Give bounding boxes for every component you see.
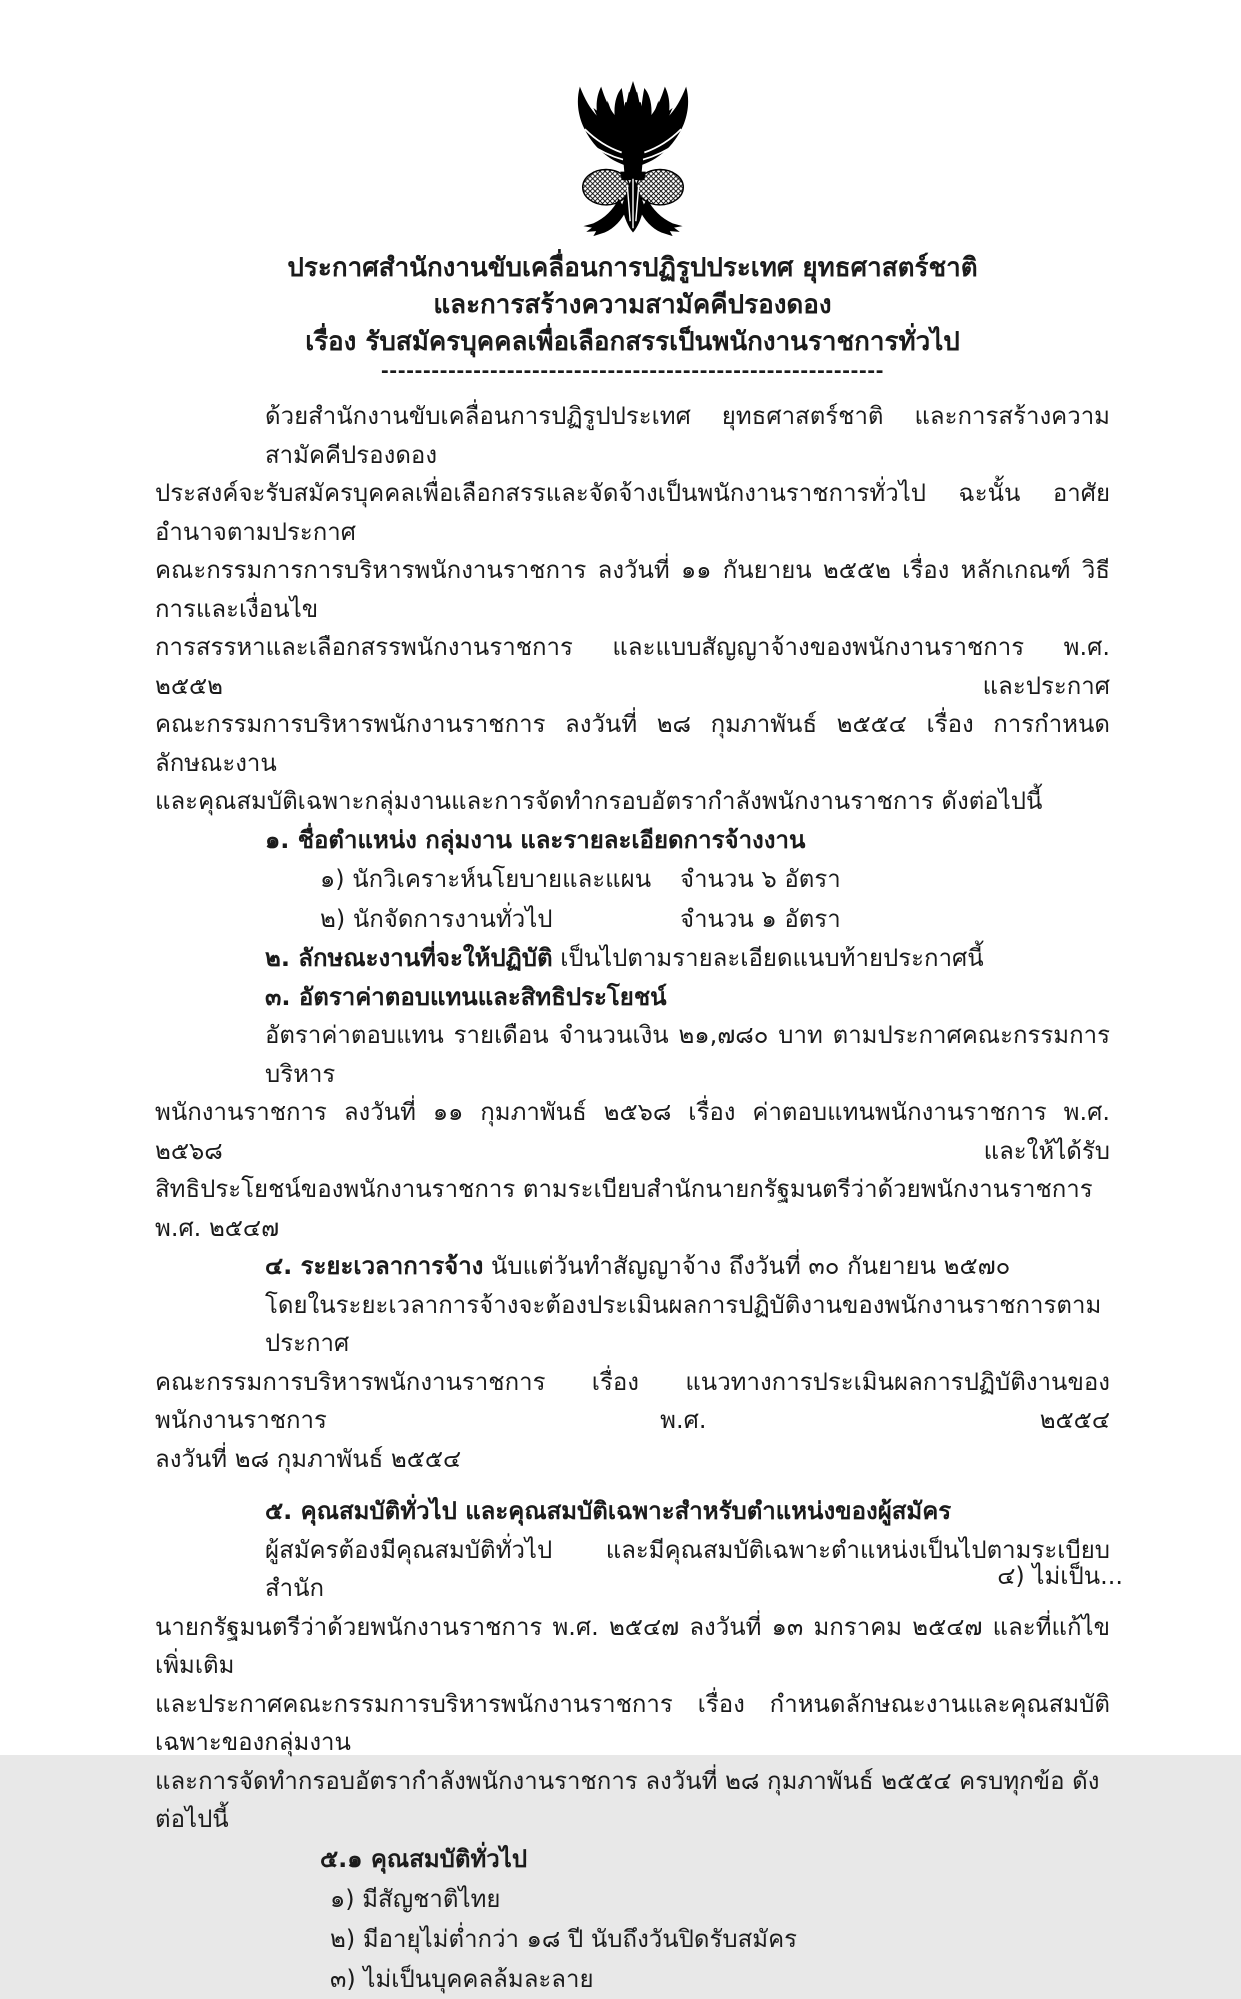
qualification-item: ๑) มีสัญชาติไทย [330, 1884, 501, 1913]
section-2-label: ๒. ลักษณะงานที่จะให้ปฏิบัติ [265, 944, 553, 972]
section-4-para-line: คณะกรรมการบริหารพนักงานราชการ เรื่อง แนวทางการประเมินผลการปฏิบัติงานของพนักงานราชการ พ.ศ. ๒๕๕๔ [155, 1367, 1110, 1434]
intro-line: คณะกรรมการบริหารพนักงานราชการ ลงวันที่ ๒๘ กุมภาพันธ์ ๒๕๕๔ เรื่อง การกำหนดลักษณะงาน [155, 710, 1110, 777]
announcement-subject-line: เรื่อง รับสมัครบุคคลเพื่อเลือกสรรเป็นพนักงานราชการทั่วไป [305, 327, 960, 357]
section-3-line: พนักงานราชการ ลงวันที่ ๑๑ กุมภาพันธ์ ๒๕๖๘ เรื่อง ค่าตอบแทนพนักงานราชการ พ.ศ. ๒๕๖๘ และให้ได้รับ [155, 1098, 1110, 1165]
section-3-heading: ๓. อัตราค่าตอบแทนและสิทธิประโยชน์ [265, 982, 667, 1011]
emblem-container [548, 78, 718, 244]
section-5-line: ผู้สมัครต้องมีคุณสมบัติทั่วไป และมีคุณสมบัติเฉพาะตำแหน่งเป็นไปตามระเบียบสำนัก [265, 1535, 1110, 1602]
section-5-line: นายกรัฐมนตรีว่าด้วยพนักงานราชการ พ.ศ. ๒๕๔๗ ลงวันที่ ๑๓ มกราคม ๒๕๔๗ และที่แก้ไขเพิ่มเติม [155, 1612, 1110, 1679]
intro-line: และคุณสมบัติเฉพาะกลุ่มงานและการจัดทำกรอบอัตรากำลังพนักงานราชการ ดังต่อไปนี้ [155, 787, 1043, 815]
section-3-line: อัตราค่าตอบแทน รายเดือน จำนวนเงิน ๒๑,๗๘๐ บาท ตามประกาศคณะกรรมการบริหาร [265, 1021, 1110, 1088]
section-3-line: สิทธิประโยชน์ของพนักงานราชการ ตามระเบียบสำนักนายกรัฐมนตรีว่าด้วยพนักงานราชการ พ.ศ. ๒๕๔๗ [155, 1175, 1093, 1242]
qualification-item: ๓) ไม่เป็นบุคคลล้มละลาย [330, 1964, 594, 1993]
section-1-heading: ๑. ชื่อตำแหน่ง กลุ่มงาน และรายละเอียดการจ้างงาน [265, 825, 806, 854]
position-name: ๒) นักจัดการงานทั่วไป [320, 905, 553, 933]
intro-line: การสรรหาและเลือกสรรพนักงานราชการ และแบบสัญญาจ้างของพนักงานราชการ พ.ศ. ๒๕๕๒ และประกาศ [155, 633, 1110, 700]
dashed-divider: ------------------------------------------------------------ [380, 360, 885, 382]
announcement-title-line2: และการสร้างความสามัคคีปรองดอง [433, 290, 832, 320]
section-3-paragraph [155, 1016, 1110, 1247]
section-4-text: นับแต่วันทำสัญญาจ้าง ถึงวันที่ ๓๐ กันยายน ๒๕๗๐ [483, 1252, 1011, 1280]
qualification-item: ๒) มีอายุไม่ต่ำกว่า ๑๘ ปี นับถึงวันปิดรับสมัคร [330, 1924, 798, 1953]
section-4-line [265, 1247, 1110, 1286]
garuda-emblem-icon [548, 78, 718, 244]
section-4-label: ๔. ระยะเวลาการจ้าง [265, 1252, 484, 1280]
section-5-line: และประกาศคณะกรรมการบริหารพนักงานราชการ เรื่อง กำหนดลักษณะงานและคุณสมบัติเฉพาะของกลุ่มงาน [155, 1689, 1110, 1756]
section-4-para-line: ลงวันที่ ๒๘ กุมภาพันธ์ ๒๕๕๔ [155, 1444, 462, 1473]
section-5-1-heading: ๕.๑ คุณสมบัติทั่วไป [320, 1844, 528, 1873]
position-count: จำนวน ๑ อัตรา [680, 905, 841, 933]
position-count: จำนวน ๖ อัตรา [680, 865, 841, 893]
section-5-line: และการจัดทำกรอบอัตรากำลังพนักงานราชการ ลงวันที่ ๒๘ กุมภาพันธ์ ๒๕๕๔ ครบทุกข้อ ดังต่อไปนี้ [155, 1766, 1100, 1833]
section-5-paragraph [155, 1531, 1110, 1839]
intro-line: ด้วยสำนักงานขับเคลื่อนการปฏิรูปประเทศ ยุทธศาสตร์ชาติ และการสร้างความสามัคคีปรองดอง [265, 402, 1110, 469]
intro-line: ประสงค์จะรับสมัครบุคคลเพื่อเลือกสรรและจัดจ้างเป็นพนักงานราชการทั่วไป ฉะนั้น อาศัยอำนาจตามประกาศ [155, 479, 1110, 546]
section-4-para-line: โดยในระยะเวลาการจ้างจะต้องประเมินผลการปฏิบัติงานของพนักงานราชการตามประกาศ [265, 1290, 1102, 1357]
position-item [320, 859, 1110, 899]
section-2-line [265, 939, 1110, 978]
intro-line: คณะกรรมการการบริหารพนักงานราชการ ลงวันที่ ๑๑ กันยายน ๒๕๕๒ เรื่อง หลักเกณฑ์ วิธีการและเงื่อนไข [155, 556, 1110, 623]
section-5-heading: ๕. คุณสมบัติทั่วไป และคุณสมบัติเฉพาะสำหรับตำแหน่งของผู้สมัคร [265, 1497, 952, 1525]
position-name: ๑) นักวิเคราะห์นโยบายและแผน [320, 865, 652, 893]
section-4-paragraph [155, 1286, 1110, 1479]
announcement-header [155, 250, 1110, 361]
announcement-title-line1: ประกาศสำนักงานขับเคลื่อนการปฏิรูปประเทศ ยุทธศาสตร์ชาติ [287, 253, 978, 283]
position-item [320, 899, 1110, 939]
page-continuation-marker: ๔) ไม่เป็น... [997, 1562, 1123, 1590]
section-2-text: เป็นไปตามรายละเอียดแนบท้ายประกาศนี้ [552, 944, 984, 972]
intro-paragraph [155, 397, 1110, 821]
